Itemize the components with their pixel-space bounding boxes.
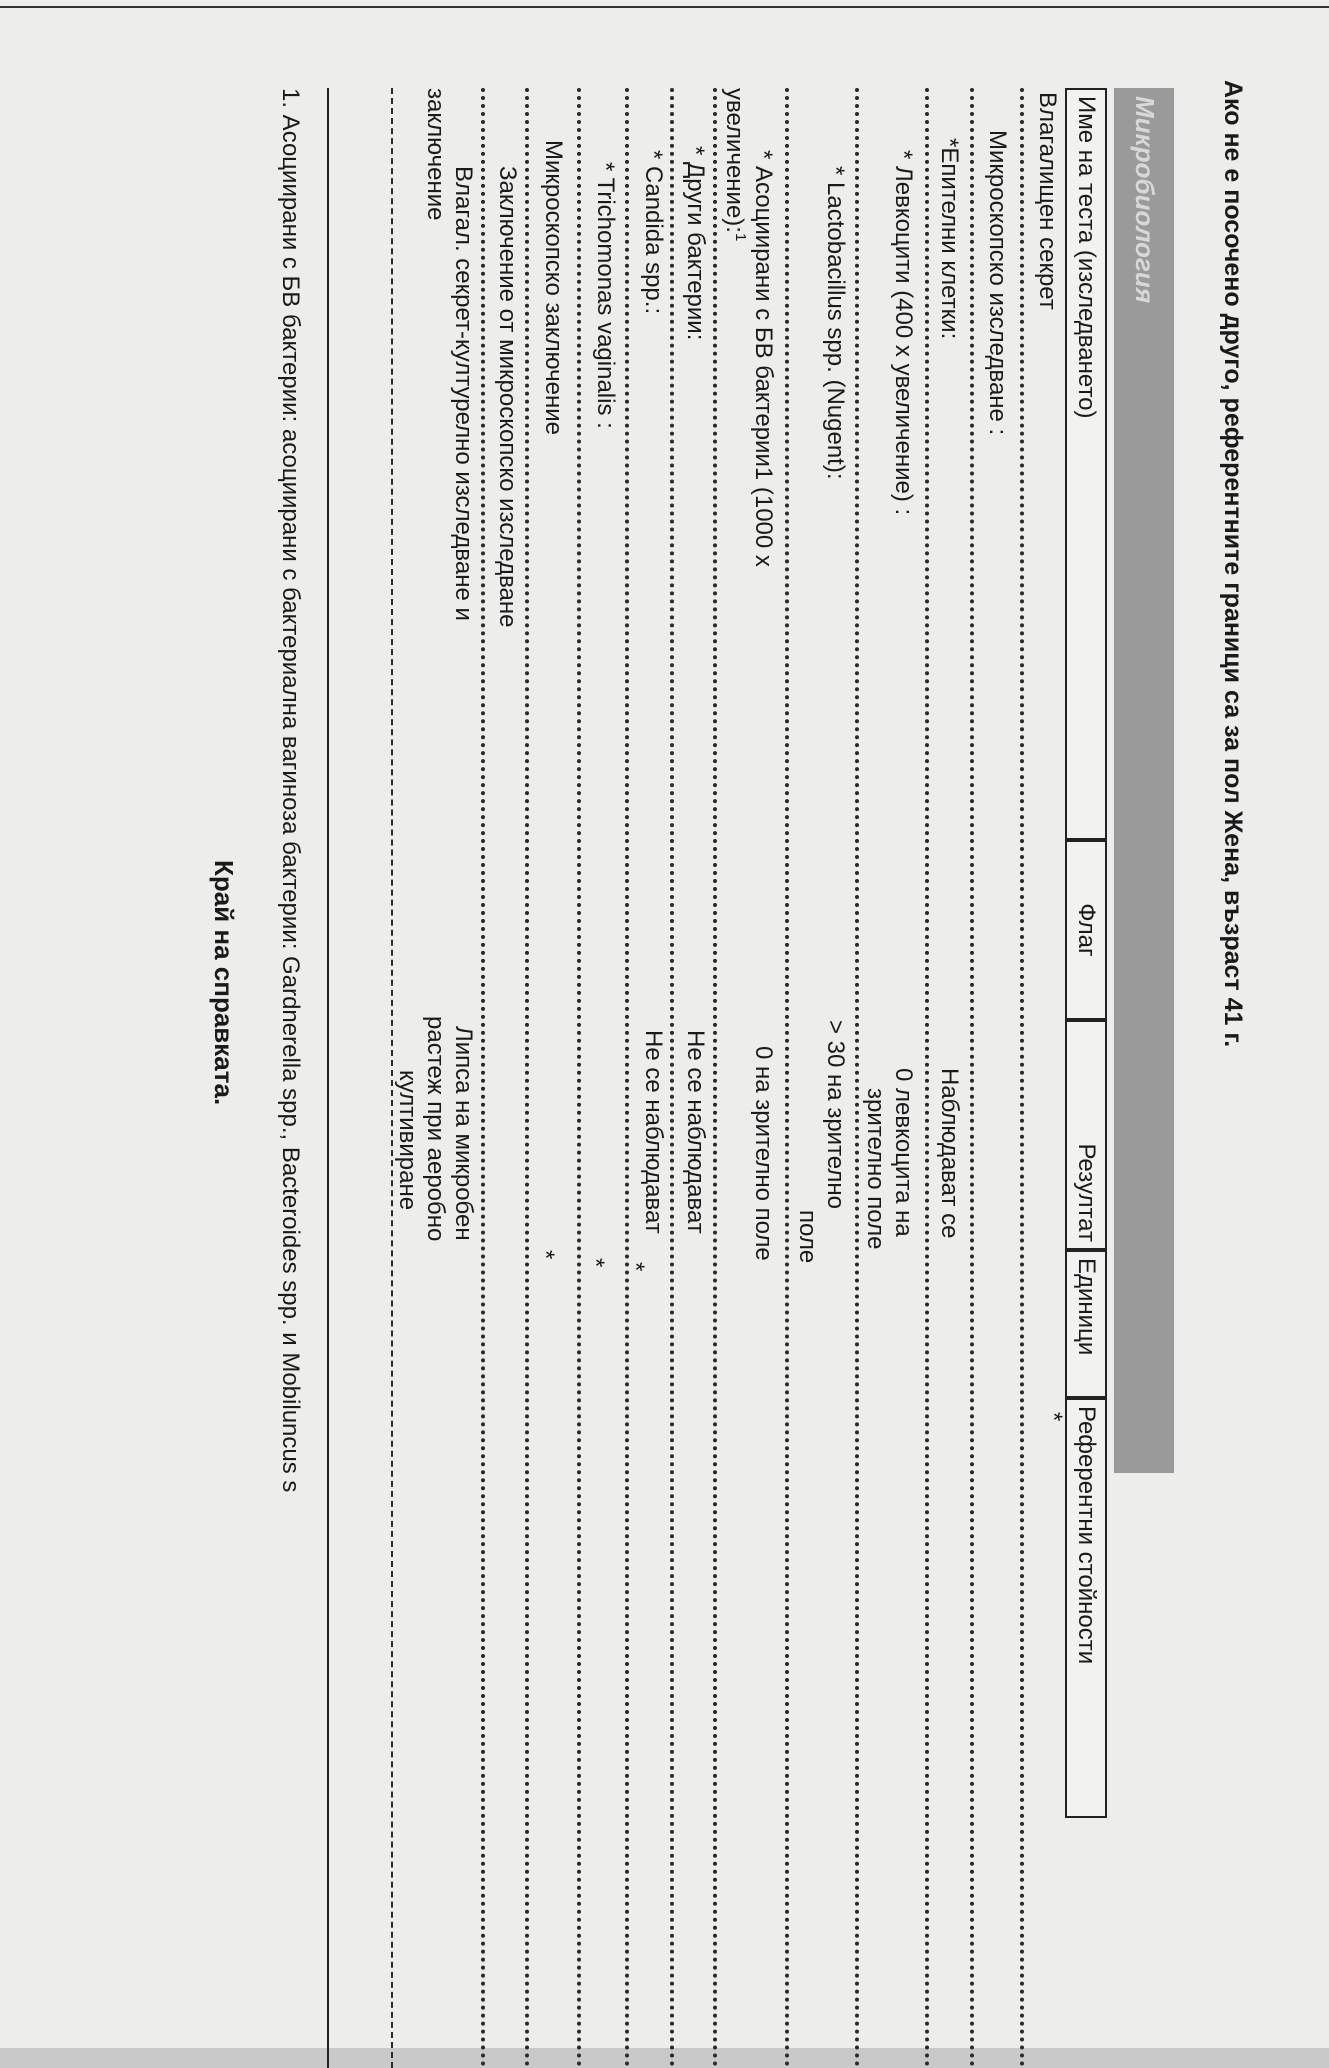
test-name-other-bacteria: * Други бактерии:: [682, 146, 709, 341]
result-leukocytes-line2: зрително поле: [862, 1088, 889, 1250]
footnote-marker: 1: [732, 232, 749, 242]
header-flag: Флаг: [1065, 840, 1107, 1020]
row-separator: [391, 88, 393, 2068]
test-name-culture-line2: заключение: [422, 88, 449, 221]
test-name-leukocytes: * Левкоцити (400 x увеличение) :: [890, 150, 917, 516]
header-test-name: Име на теста (изследването): [1065, 88, 1107, 840]
result-culture-line2: растеж при аеробно: [422, 1016, 449, 1242]
header-units: Единици: [1065, 1250, 1107, 1398]
row-separator: [525, 88, 529, 2068]
result-epithelial-cells: Наблюдават се: [936, 1068, 963, 1239]
row-separator: [970, 88, 974, 2068]
reference-intro: Ако не е посочено друго, референтните граници са за пол Жена, възраст 41 г.: [1219, 80, 1247, 1048]
trichomonas-units-star: *: [582, 1258, 609, 1268]
result-candida: Не се наблюдават: [640, 1030, 667, 1234]
test-name-microscopy: Микроскопско изследване :: [984, 130, 1011, 436]
section-header: [1114, 88, 1174, 1473]
bv-bacteria-line2-text: увеличение):: [721, 88, 748, 233]
row-separator: [481, 88, 485, 2068]
test-name-bv-bacteria-line1: * Асоциирани с БВ бактерии1 (1000 x: [750, 150, 777, 567]
test-name-lactobacillus: * Lactobacillus spp. (Nugent):: [822, 166, 849, 480]
result-lactobacillus-line2: поле: [794, 1210, 821, 1264]
footnote: 1. Асоциирани с БВ бактерии: асоциирани с бактериална вагиноза бактерии: Gardnerella spp., Bacteroides spp. и Mobiluncus s: [277, 88, 304, 1493]
end-of-report: Край на справката.: [209, 860, 239, 1106]
test-name-microscopy-conclusion: Микроскопско заключение: [540, 140, 567, 435]
row-separator: [1020, 88, 1024, 2068]
row-separator: [925, 88, 929, 2068]
row-separator: [855, 88, 859, 2068]
result-lactobacillus-line1: > 30 на зрително: [822, 1020, 849, 1209]
result-other-bacteria: Не се наблюдават: [682, 1030, 709, 1234]
header-reference: Референтни стойности: [1065, 1398, 1107, 1818]
result-leukocytes-line1: 0 левкоцита на: [890, 1068, 917, 1237]
section-title: Микробиология: [1130, 96, 1160, 304]
header-result: Резултат: [1065, 1020, 1107, 1250]
test-name-microscopy-conclusion-detail: Заключение от микроскопско изследване: [494, 166, 521, 628]
row-separator: [713, 88, 717, 2068]
row-separator: [625, 88, 629, 2068]
microscopy-conclusion-star: *: [532, 1250, 559, 1260]
test-name-trichomonas: * Trichomonas vaginalis :: [592, 162, 619, 429]
test-name-vaginal-secretion: Влагалищен секрет: [1034, 92, 1061, 310]
candida-units-star: *: [622, 1262, 649, 1272]
result-culture-line1: Липса на микробен: [450, 1026, 477, 1241]
test-name-culture-line1: Влагал. секрет-културелно изследване и: [450, 166, 477, 621]
result-bv-bacteria: 0 на зрително поле: [750, 1046, 777, 1261]
test-name-candida: * Candida spp.:: [640, 150, 667, 315]
result-culture-line3: култивиране: [394, 1070, 421, 1211]
row-separator: [577, 88, 581, 2068]
row-separator: [670, 88, 674, 2068]
test-name-epithelial-cells: *Епителни клетки:: [936, 138, 963, 340]
row-separator: [785, 88, 789, 2068]
footnote-rule: [327, 88, 329, 2068]
reference-star: *: [1040, 1412, 1067, 1422]
test-name-bv-bacteria-line2: [720, 88, 749, 241]
